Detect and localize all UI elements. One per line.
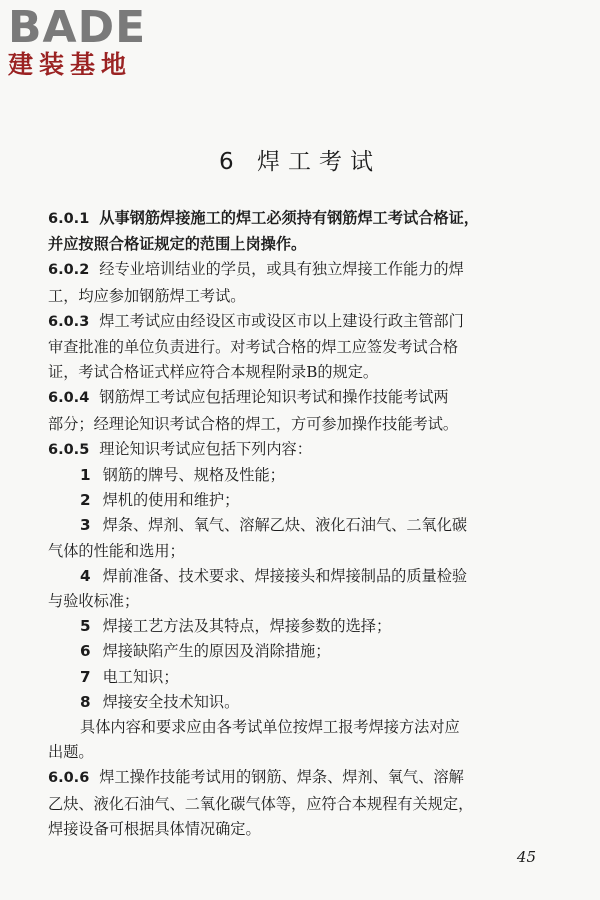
clause-text: 部分；经理论知识考试合格的焊工，方可参加操作技能考试。 (48, 414, 459, 433)
clause-text: 经专业培训结业的学员，或具有独立焊接工作能力的焊 (99, 260, 464, 279)
note-text: 具体内容和要求应由各考试单位按焊工报考焊接方法对应 (80, 718, 460, 737)
clause-text: 焊工操作技能考试用的钢筋、焊条、焊剂、氧气、溶解 (99, 768, 464, 787)
clause-text: 焊工考试应由经设区市或设区市以上建设行政主管部门 (99, 311, 464, 330)
list-item: 2 焊机的使用和维护； (80, 491, 240, 510)
logo (8, 2, 178, 80)
clause-number: 6.0.3 (48, 313, 90, 330)
clause-6-0-4 (48, 385, 572, 436)
clause-text: 理论知识考试应包括下列内容： (99, 439, 312, 458)
clause-number: 6.0.2 (48, 262, 90, 279)
list-item: 8 焊接安全技术知识。 (80, 692, 240, 711)
note-text: 出题。 (48, 743, 94, 762)
clause-text: 并应按照合格证规定的范围上岗操作。 (48, 235, 307, 254)
clause-number: 6.0.6 (48, 770, 90, 787)
list-item: 4 焊前准备、技术要求、焊接接头和焊接制品的质量检验 (80, 566, 468, 585)
logo-text: BADE (8, 2, 147, 53)
clause-text: 证，考试合格证式样应符合本规程附录B的规定。 (48, 363, 379, 382)
clause-6-0-3 (48, 309, 572, 386)
clause-text: 乙炔、液化石油气、二氧化碳气体等，应符合本规程有关规定， (48, 794, 474, 813)
clause-text: 钢筋焊工考试应包括理论知识考试和操作技能考试两 (99, 388, 449, 407)
page-number: 45 (516, 848, 536, 866)
note (48, 715, 572, 765)
clause-text: 焊接设备可根据具体情况确定。 (48, 819, 261, 838)
list-item-continuation: 气体的性能和选用； (48, 541, 185, 560)
clause-6-0-1 (48, 206, 572, 257)
clause-text: 审查批准的单位负责进行。对考试合格的焊工应签发考试合格 (48, 338, 459, 357)
clause-6-0-2 (48, 257, 572, 308)
list-item: 7 电工知识； (80, 667, 179, 686)
list-item: 1 钢筋的牌号、规格及性能； (80, 466, 285, 485)
clause-list (48, 206, 572, 842)
list-item: 3 焊条、焊剂、氧气、溶解乙炔、液化石油气、二氧化碳 (80, 516, 468, 535)
item-list (48, 463, 572, 715)
clause-number: 6.0.1 (48, 211, 90, 227)
clause-number: 6.0.5 (48, 441, 90, 458)
clause-6-0-5 (48, 437, 572, 463)
clause-number: 6.0.4 (48, 390, 90, 407)
clause-text: 工，均应参加钢筋焊工考试。 (48, 286, 246, 305)
list-item: 6 焊接缺陷产生的原因及消除措施； (80, 642, 331, 661)
logo-subtitle: 建装基地 (8, 50, 133, 79)
list-item-continuation: 与验收标准； (48, 592, 140, 611)
clause-text: 从事钢筋焊接施工的焊工必须持有钢筋焊工考试合格证， (99, 209, 479, 227)
list-item: 5 焊接工艺方法及其特点，焊接参数的选择； (80, 617, 392, 636)
clause-6-0-6 (48, 765, 572, 842)
chapter-title: 6 焊工考试 (219, 149, 381, 175)
